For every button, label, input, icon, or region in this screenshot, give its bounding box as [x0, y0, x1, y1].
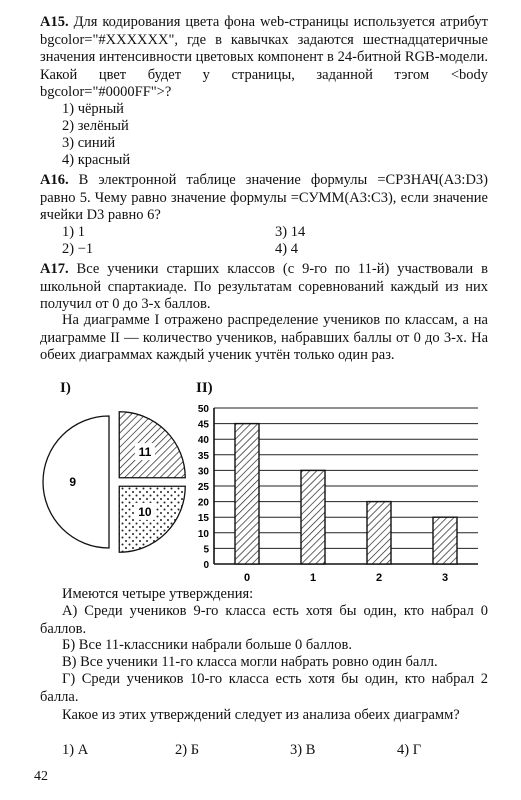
pie-label-11: 11 — [138, 445, 152, 460]
question-a15 — [40, 14, 488, 102]
pie-label-10: 10 — [138, 504, 152, 519]
a17-answer-3: 3) В — [290, 742, 316, 758]
question-a17 — [40, 261, 488, 314]
x-tick-3: 3 — [441, 572, 449, 584]
question-a17-text: Все ученики старших классов (с 9-го по 11-й) участвовали в школьной спартакиаде. По результатам соревнований каждый из них получил от 0 до 3-х баллов. — [40, 261, 488, 313]
a16-option-1: 1) 1 — [62, 224, 85, 240]
question-a16-text: В электронной таблице значение формулы =СРЗНАЧ(A3:D3) равно 5. Чему равно значение формулы =СУММ(A3:C3), если значение ячейки D3 равно 6? — [40, 172, 488, 224]
a16-option-3: 3) 14 — [275, 224, 306, 240]
y-tick-15: 15 — [197, 513, 209, 525]
y-tick-20: 20 — [197, 497, 209, 509]
a17-answer-1: 1) А — [62, 742, 89, 758]
diagram-2-label: II) — [196, 380, 213, 396]
bar-3 — [433, 517, 457, 564]
y-tick-5: 5 — [203, 544, 209, 556]
a15-option-4: 4) красный — [62, 152, 131, 168]
statement-v: В) Все ученики 11-го класса могли набрать ровно один балл. — [62, 654, 438, 670]
y-tick-25: 25 — [197, 482, 209, 493]
diagram-1-label: I) — [60, 380, 71, 396]
bar-0 — [235, 424, 259, 564]
a16-option-4: 4) 4 — [275, 241, 298, 257]
statements-intro: Имеются четыре утверждения: — [62, 586, 254, 602]
pie-chart — [40, 392, 200, 572]
x-tick-2: 2 — [375, 572, 383, 584]
question-a16 — [40, 172, 488, 225]
a15-option-2: 2) зелёный — [62, 118, 129, 134]
bar-1 — [301, 470, 325, 564]
question-a17-paragraph2: На диаграмме I отражено распределение учеников по классам, а на диаграмме II — количество учеников, набравших баллы от 0 до 3-х. На обеих диаграммах каждый ученик учтён только один раз. — [40, 312, 488, 364]
y-tick-40: 40 — [197, 435, 209, 447]
statement-b: Б) Все 11-классники набрали больше 0 баллов. — [62, 637, 352, 653]
y-tick-35: 35 — [197, 450, 209, 462]
question-a15-tag: А15. — [40, 14, 69, 30]
question-a16-tag: А16. — [40, 172, 69, 188]
statement-g: Г) Среди учеников 10-го класса есть хотя бы один, кто набрал 2 балла. — [40, 671, 488, 705]
question-a17-tag: А17. — [40, 261, 69, 277]
bar-chart — [190, 392, 490, 592]
y-tick-10: 10 — [197, 528, 209, 540]
pie-label-9: 9 — [69, 475, 77, 489]
y-tick-45: 45 — [197, 419, 209, 431]
a17-answer-4: 4) Г — [397, 742, 422, 758]
question-a15-text: Для кодирования цвета фона web-страницы используется атрибут bgcolor="#XXXXXX", где в кавычках задаются шестнадцатеричные значения интенсивности цветовых компонент в 24-битной RGB-модели. Какой цвет будет у страницы, заданной тэгом <body bgcolor="#0000FF">? — [40, 14, 488, 101]
bar-2 — [367, 502, 391, 564]
a15-option-1: 1) чёрный — [62, 101, 124, 117]
a16-option-2: 2) −1 — [62, 241, 94, 257]
page-number: 42 — [34, 769, 48, 784]
y-tick-0: 0 — [203, 560, 209, 571]
a17-question: Какое из этих утверждений следует из анализа обеих диаграмм? — [62, 707, 460, 723]
x-tick-0: 0 — [243, 572, 251, 584]
a17-answer-2: 2) Б — [175, 742, 200, 758]
x-tick-1: 1 — [309, 572, 317, 584]
statement-a: А) Среди учеников 9-го класса есть хотя бы один, кто набрал 0 баллов. — [40, 603, 488, 637]
y-tick-30: 30 — [197, 466, 209, 478]
a15-option-3: 3) синий — [62, 135, 116, 151]
y-tick-50: 50 — [197, 404, 209, 415]
